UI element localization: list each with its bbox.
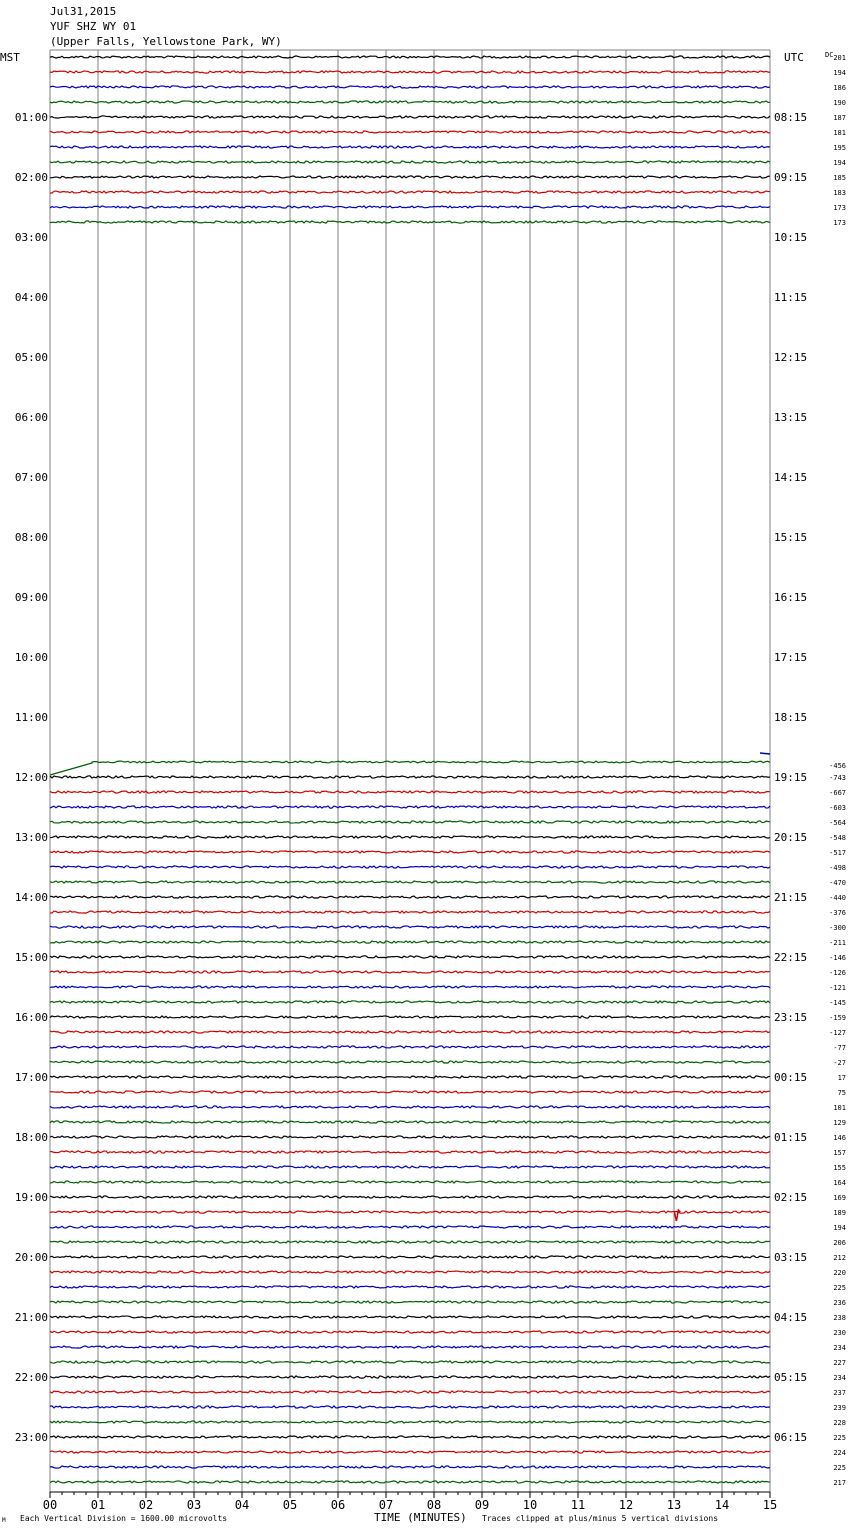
- trace-line: [50, 986, 770, 988]
- dc-offset-label: -127: [829, 1029, 846, 1037]
- utc-hour-label: 18:15: [774, 711, 808, 724]
- utc-hour-label: 12:15: [774, 351, 808, 364]
- trace-line: [50, 1316, 770, 1318]
- dc-offset-label: 181: [833, 129, 846, 137]
- mst-hour-label: 14:00: [14, 891, 48, 904]
- mst-hour-label: 04:00: [14, 291, 48, 304]
- mst-hour-label: 21:00: [14, 1311, 48, 1324]
- mst-hour-label: 06:00: [14, 411, 48, 424]
- trace-line: [50, 131, 770, 133]
- utc-hour-label: 19:15: [774, 771, 808, 784]
- dc-offset-label: 225: [833, 1464, 846, 1472]
- trace-line: [50, 86, 770, 88]
- station-label: YUF SHZ WY 01: [50, 20, 137, 33]
- mst-hour-label: 11:00: [14, 711, 48, 724]
- trace-line: [50, 146, 770, 148]
- x-tick-label-12: 12: [618, 1498, 634, 1512]
- dc-offset-label: 155: [833, 1164, 846, 1172]
- dc-offset-label: -548: [829, 834, 846, 842]
- mst-hour-label: 22:00: [14, 1371, 48, 1384]
- scale-note: Each Vertical Division = 1600.00 microvolts: [20, 1514, 228, 1523]
- utc-label: UTC: [784, 51, 804, 64]
- mst-hour-label: 12:00: [14, 771, 48, 784]
- utc-hour-label: 09:15: [774, 171, 808, 184]
- dc-offset-label: -77: [833, 1044, 846, 1052]
- utc-hour-label: 13:15: [774, 411, 808, 424]
- x-tick-label-14: 14: [714, 1498, 730, 1512]
- trace-line: [50, 71, 770, 73]
- dc-offset-label: 220: [833, 1269, 846, 1277]
- trace-line: [50, 1241, 770, 1243]
- utc-hour-label: 16:15: [774, 591, 808, 604]
- trace-line: [50, 1331, 770, 1333]
- trace-line: [50, 761, 770, 775]
- trace-line: [50, 926, 770, 928]
- trace-line: [50, 1031, 770, 1033]
- dc-offset-label: 185: [833, 174, 846, 182]
- utc-hour-label: 23:15: [774, 1011, 808, 1024]
- x-tick-label-09: 09: [474, 1498, 490, 1512]
- dc-offset-label: -126: [829, 969, 846, 977]
- dc-offset-label: 224: [833, 1449, 846, 1457]
- trace-line: [50, 971, 770, 973]
- trace-line: [50, 176, 770, 178]
- dc-offset-label: -27: [833, 1059, 846, 1067]
- trace-line: [50, 1166, 770, 1168]
- dc-offset-label: 227: [833, 1359, 846, 1367]
- dc-offset-label: -470: [829, 879, 846, 887]
- dc-offset-label: 217: [833, 1479, 846, 1487]
- dc-offset-label: 189: [833, 1209, 846, 1217]
- dc-offset-label: 173: [833, 219, 846, 227]
- trace-line: [50, 1301, 770, 1303]
- trace-line: [50, 1376, 770, 1378]
- utc-hour-label: 00:15: [774, 1071, 808, 1084]
- trace-line: [50, 1076, 770, 1078]
- dc-offset-label: 225: [833, 1284, 846, 1292]
- dc-offset-label: 212: [833, 1254, 846, 1262]
- x-tick-label-03: 03: [186, 1498, 202, 1512]
- trace-line: [50, 1286, 770, 1288]
- x-tick-label-05: 05: [282, 1498, 298, 1512]
- trace-line: [50, 1406, 770, 1408]
- trace-line: [50, 1256, 770, 1258]
- trace-line: [50, 221, 770, 223]
- trace-line: [50, 1181, 770, 1183]
- dc-offset-label: 194: [833, 159, 846, 167]
- trace-line: [50, 1196, 770, 1198]
- trace-line: [50, 956, 770, 958]
- mst-hour-label: 20:00: [14, 1251, 48, 1264]
- mst-hour-label: 16:00: [14, 1011, 48, 1024]
- dc-offset-label: -376: [829, 909, 846, 917]
- trace-line: [50, 101, 770, 103]
- dc-offset-label: -456: [829, 762, 846, 770]
- dc-offset-label: 129: [833, 1119, 846, 1127]
- trace-line: [50, 791, 770, 793]
- location-label: (Upper Falls, Yellowstone Park, WY): [50, 35, 282, 48]
- mst-label: MST: [0, 51, 20, 64]
- utc-hour-label: 21:15: [774, 891, 808, 904]
- mst-hour-label: 05:00: [14, 351, 48, 364]
- utc-hour-label: 11:15: [774, 291, 808, 304]
- x-tick-label-06: 06: [330, 1498, 346, 1512]
- trace-line: [50, 1346, 770, 1348]
- trace-line: [50, 866, 770, 868]
- x-tick-label-15: 15: [762, 1498, 778, 1512]
- trace-line: [50, 1391, 770, 1393]
- dc-offset-label: 187: [833, 114, 846, 122]
- trace-line: [50, 1466, 770, 1468]
- trace-fragment: [760, 753, 770, 754]
- dc-offset-label: -498: [829, 864, 846, 872]
- dc-offset-label: 194: [833, 69, 846, 77]
- dc-offset-label: -603: [829, 804, 846, 812]
- dc-label: DC: [825, 51, 834, 59]
- trace-line: [50, 161, 770, 163]
- trace-line: [50, 191, 770, 193]
- x-tick-label-11: 11: [570, 1498, 586, 1512]
- dc-offset-label: 239: [833, 1404, 846, 1412]
- trace-line: [50, 1211, 770, 1213]
- dc-offset-label: 230: [833, 1329, 846, 1337]
- mst-hour-label: 08:00: [14, 531, 48, 544]
- utc-hour-label: 20:15: [774, 831, 808, 844]
- dc-offset-label: 228: [833, 1419, 846, 1427]
- clipping-note: Traces clipped at plus/minus 5 vertical divisions: [482, 1514, 719, 1523]
- mst-hour-label: 03:00: [14, 231, 48, 244]
- trace-line: [50, 1226, 770, 1228]
- dc-offset-label: -211: [829, 939, 846, 947]
- dc-offset-label: 183: [833, 189, 846, 197]
- trace-line: [50, 1151, 770, 1153]
- trace-line: [50, 836, 770, 838]
- dc-offset-label: 169: [833, 1194, 846, 1202]
- trace-line: [50, 821, 770, 823]
- dc-offset-label: 17: [837, 1074, 846, 1082]
- footer-mark: M: [2, 1517, 6, 1524]
- dc-offset-label: 146: [833, 1134, 846, 1142]
- x-tick-label-13: 13: [666, 1498, 682, 1512]
- trace-line: [50, 206, 770, 208]
- dc-offset-label: 201: [833, 54, 846, 62]
- trace-line: [50, 1061, 770, 1063]
- trace-line: [50, 1106, 770, 1108]
- utc-hour-label: 22:15: [774, 951, 808, 964]
- utc-hour-label: 14:15: [774, 471, 808, 484]
- trace-line: [50, 1136, 770, 1138]
- dc-offset-label: 206: [833, 1239, 846, 1247]
- dc-offset-label: -440: [829, 894, 846, 902]
- dc-offset-label: 234: [833, 1374, 846, 1382]
- mst-hour-label: 01:00: [14, 111, 48, 124]
- seismic-traces: [50, 56, 770, 1483]
- trace-line: [50, 881, 770, 883]
- trace-line: [50, 1451, 770, 1453]
- x-tick-label-04: 04: [234, 1498, 250, 1512]
- x-tick-label-01: 01: [90, 1498, 106, 1512]
- utc-hour-label: 04:15: [774, 1311, 808, 1324]
- trace-line: [50, 806, 770, 808]
- dc-offset-label: -146: [829, 954, 846, 962]
- dc-offset-label: 157: [833, 1149, 846, 1157]
- dc-offset-label: 236: [833, 1299, 846, 1307]
- x-tick-label-07: 07: [378, 1498, 394, 1512]
- mst-hour-label: 07:00: [14, 471, 48, 484]
- dc-offset-label: 225: [833, 1434, 846, 1442]
- trace-line: [50, 1046, 770, 1048]
- trace-line: [50, 1016, 770, 1018]
- dc-offset-label: 164: [833, 1179, 846, 1187]
- x-tick-label-00: 00: [42, 1498, 58, 1512]
- mst-hour-label: 18:00: [14, 1131, 48, 1144]
- trace-line: [50, 116, 770, 118]
- utc-hour-label: 10:15: [774, 231, 808, 244]
- x-tick-label-10: 10: [522, 1498, 538, 1512]
- utc-hour-label: 08:15: [774, 111, 808, 124]
- utc-hour-label: 05:15: [774, 1371, 808, 1384]
- trace-line: [50, 911, 770, 913]
- mst-hour-label: 19:00: [14, 1191, 48, 1204]
- trace-line: [50, 1271, 770, 1273]
- mst-hour-label: 13:00: [14, 831, 48, 844]
- dc-offset-label: 186: [833, 84, 846, 92]
- utc-hour-label: 02:15: [774, 1191, 808, 1204]
- x-tick-label-02: 02: [138, 1498, 154, 1512]
- dc-offset-label: 237: [833, 1389, 846, 1397]
- dc-offset-label: 195: [833, 144, 846, 152]
- trace-line: [50, 851, 770, 853]
- dc-offset-label: -743: [829, 774, 846, 782]
- dc-offset-label: 173: [833, 204, 846, 212]
- mst-hour-label: 09:00: [14, 591, 48, 604]
- trace-line: [50, 1361, 770, 1363]
- x-axis-title: TIME (MINUTES): [374, 1511, 467, 1524]
- trace-line: [50, 1121, 770, 1123]
- utc-hour-label: 03:15: [774, 1251, 808, 1264]
- x-tick-label-08: 08: [426, 1498, 442, 1512]
- dc-offset-label: -300: [829, 924, 846, 932]
- dc-offset-label: -564: [829, 819, 846, 827]
- axis-labels: [0, 51, 846, 1512]
- utc-hour-label: 01:15: [774, 1131, 808, 1144]
- trace-line: [50, 1001, 770, 1003]
- dc-offset-label: -667: [829, 789, 846, 797]
- utc-hour-label: 06:15: [774, 1431, 808, 1444]
- dc-offset-label: -517: [829, 849, 846, 857]
- trace-line: [50, 941, 770, 943]
- dc-offset-label: 234: [833, 1344, 846, 1352]
- trace-line: [50, 56, 770, 58]
- trace-line: [50, 1436, 770, 1438]
- dc-offset-label: 194: [833, 1224, 846, 1232]
- mst-hour-label: 02:00: [14, 171, 48, 184]
- dc-offset-label: -159: [829, 1014, 846, 1022]
- utc-hour-label: 15:15: [774, 531, 808, 544]
- utc-hour-label: 17:15: [774, 651, 808, 664]
- trace-line: [50, 1481, 770, 1483]
- dc-offset-label: -121: [829, 984, 846, 992]
- trace-line: [50, 896, 770, 898]
- mst-hour-label: 17:00: [14, 1071, 48, 1084]
- mst-hour-label: 15:00: [14, 951, 48, 964]
- dc-offset-label: 190: [833, 99, 846, 107]
- mst-hour-label: 10:00: [14, 651, 48, 664]
- trace-line: [50, 776, 770, 778]
- dc-offset-label: -145: [829, 999, 846, 1007]
- trace-line: [50, 1091, 770, 1093]
- trace-line: [50, 1421, 770, 1423]
- dc-offset-label: 101: [833, 1104, 846, 1112]
- mst-hour-label: 23:00: [14, 1431, 48, 1444]
- date-label: Jul31,2015: [50, 5, 117, 18]
- dc-offset-label: 75: [837, 1089, 846, 1097]
- time-gridlines: [50, 50, 770, 1492]
- dc-offset-label: 238: [833, 1314, 846, 1322]
